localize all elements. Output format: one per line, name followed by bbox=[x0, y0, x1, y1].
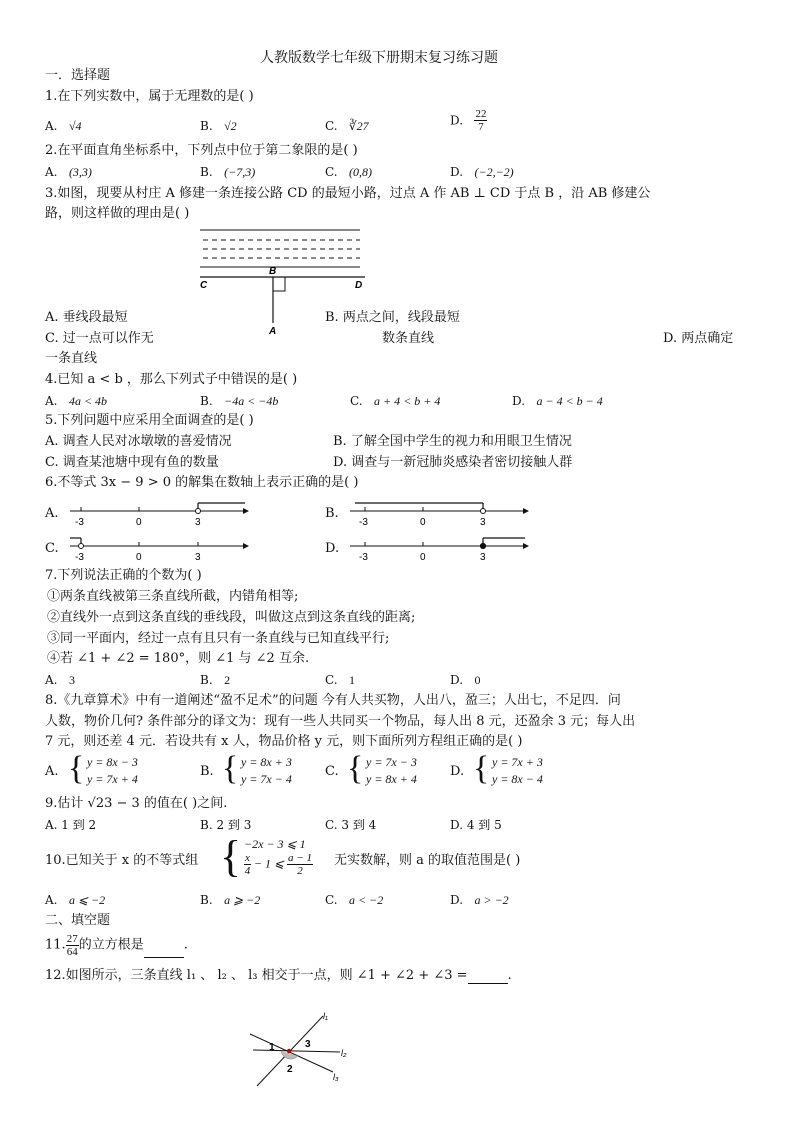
q4-option-d[interactable]: D. a − 4 < b − 4 bbox=[512, 394, 603, 408]
q2-option-a[interactable]: A. (3,3) bbox=[45, 165, 92, 179]
q12-answer-blank[interactable] bbox=[468, 971, 508, 984]
q3-stem-line1: 3.如图，现要从村庄 A 修建一条连接公路 CD 的最短小路，过点 A 作 AB ⊥ CD 于点 B ，沿 AB 修建公 bbox=[45, 186, 651, 201]
q3-label-d: D bbox=[355, 280, 363, 291]
q4-option-a[interactable]: A. 4a < 4b bbox=[45, 394, 108, 408]
q8-option-b-brace: { bbox=[222, 750, 239, 787]
q10-stem-pre: 10.已知关于 x 的不等式组 bbox=[45, 853, 199, 868]
q8-option-c-label[interactable]: C. bbox=[325, 764, 339, 779]
q9-option-c[interactable]: C. 3 到 4 bbox=[325, 818, 377, 832]
q10-option-c[interactable]: C. a < −2 bbox=[325, 893, 384, 907]
q3-option-d-cont: 一条直线 bbox=[45, 351, 98, 366]
q8-stem-line2: 人数，物价几何? 条件部分的译文为：现有一些人共同买一个物品，每人出 8 元，还盈余 3 元；每人出 bbox=[45, 714, 636, 729]
q7-statement-4: ④若 ∠1 + ∠2 = 180°，则 ∠1 与 ∠2 互余. bbox=[47, 651, 310, 666]
q6b-tick-neg3: -3 bbox=[359, 517, 368, 528]
q5-option-a[interactable]: A. 调查人民对冰墩墩的喜爱情况 bbox=[45, 434, 232, 449]
q3-label-a: A bbox=[269, 326, 277, 337]
q1-option-b[interactable]: B. √2 bbox=[200, 119, 237, 133]
q6-option-d-label[interactable]: D. bbox=[325, 541, 340, 556]
q9-option-b[interactable]: B. 2 到 3 bbox=[200, 818, 252, 832]
q7-statement-3: ③同一平面内，经过一点有且只有一条直线与已知直线平行; bbox=[47, 631, 390, 646]
q6-numberline-b[interactable] bbox=[345, 500, 530, 528]
q3-option-c[interactable]: C. 过一点可以作无 bbox=[45, 331, 154, 346]
q7-stem: 7.下列说法正确的个数为( ) bbox=[45, 568, 202, 583]
q4-option-c[interactable]: C. a + 4 < b + 4 bbox=[350, 394, 441, 408]
q1-option-d[interactable]: D. $\frac{22}{7}$ bbox=[450, 108, 487, 133]
q10-option-a[interactable]: A. a ⩽ −2 bbox=[45, 893, 106, 907]
q9-option-d[interactable]: D. 4 到 5 bbox=[450, 818, 502, 832]
q7-statement-2: ②直线外一点到这条直线的垂线段，叫做这点到这条直线的距离; bbox=[47, 610, 416, 625]
q2-stem: 2.在平面直角坐标系中，下列点中位于第二象限的是( ) bbox=[45, 143, 358, 158]
q1-option-c[interactable]: C. ∛27 bbox=[325, 119, 369, 133]
q3-option-c-cont: 数条直线 bbox=[382, 331, 435, 346]
q5-option-b[interactable]: B. 了解全国中学生的视力和用眼卫生情况 bbox=[333, 434, 572, 449]
q7-option-a[interactable]: A. 3 bbox=[45, 673, 75, 687]
q7-option-c[interactable]: C. 1 bbox=[325, 673, 356, 687]
q8-option-a-label[interactable]: A. bbox=[45, 764, 59, 779]
q3-option-d[interactable]: D. 两点确定 bbox=[663, 331, 734, 346]
q8-option-d-eq2: y = 8x − 4 bbox=[492, 772, 543, 786]
q8-stem-line1: 8.《九章算术》中有一道阐述“盈不足术”的问题 今有人共买物，人出八，盈三；人出七，不足四．问 bbox=[45, 693, 621, 708]
q8-option-d-eq1: y = 7x + 3 bbox=[492, 755, 543, 769]
q12-angle-1: 1 bbox=[269, 1042, 275, 1053]
q7-option-b[interactable]: B. 2 bbox=[200, 673, 231, 687]
q11-answer-blank[interactable] bbox=[144, 945, 184, 958]
q10-inequality-1: −2x − 3 ⩽ 1 bbox=[244, 837, 306, 851]
q2-option-c[interactable]: C. (0,8) bbox=[325, 165, 373, 179]
q6a-tick-3: 3 bbox=[195, 517, 201, 528]
q8-option-d-brace: { bbox=[473, 750, 490, 787]
q6-numberline-d[interactable] bbox=[345, 535, 530, 563]
q8-option-a-brace: { bbox=[68, 750, 85, 787]
q6a-tick-0: 0 bbox=[136, 517, 142, 528]
q6-option-c-label[interactable]: C. bbox=[45, 541, 59, 556]
q12-label-l2: l₂ bbox=[341, 1048, 347, 1058]
q9-stem: 9.估计 √23 − 3 的值在( )之间. bbox=[45, 796, 228, 811]
q12-angle-2: 2 bbox=[287, 1064, 293, 1075]
q2-option-d[interactable]: D. (−2,−2) bbox=[450, 165, 514, 179]
q8-option-b-eq2: y = 7x − 4 bbox=[241, 772, 292, 786]
q6b-tick-0: 0 bbox=[420, 517, 426, 528]
q6-numberline-c[interactable] bbox=[65, 535, 250, 563]
q12-stem: 12.如图所示，三条直线 l₁ 、 l₂ 、 l₃ 相交于一点，则 ∠1 + ∠2 + ∠3 = . bbox=[45, 968, 512, 983]
section-choice: 一．选择题 bbox=[45, 68, 111, 83]
q1-stem: 1.在下列实数中，属于无理数的是( ) bbox=[45, 89, 254, 104]
q6c-tick-0: 0 bbox=[136, 552, 142, 563]
q5-stem: 5.下列问题中应采用全面调查的是( ) bbox=[45, 413, 254, 428]
q8-option-a-eq2: y = 7x + 4 bbox=[87, 772, 138, 786]
q8-option-a-eq1: y = 8x − 3 bbox=[87, 755, 138, 769]
q3-stem-line2: 路，则这样做的理由是( ) bbox=[45, 206, 190, 221]
q6d-tick-neg3: -3 bbox=[359, 552, 368, 563]
q3-label-c: C bbox=[200, 280, 208, 291]
q6a-tick-neg3: -3 bbox=[75, 517, 84, 528]
q9-option-a[interactable]: A. 1 到 2 bbox=[45, 818, 97, 832]
q6b-tick-3: 3 bbox=[480, 517, 486, 528]
q8-option-b-label[interactable]: B. bbox=[200, 764, 214, 779]
q1-option-a[interactable]: A. √4 bbox=[45, 119, 82, 133]
q7-option-d[interactable]: D. 0 bbox=[450, 673, 481, 687]
q10-option-d[interactable]: D. a > −2 bbox=[450, 893, 509, 907]
q6d-tick-3: 3 bbox=[480, 552, 486, 563]
q6-option-a-label[interactable]: A. bbox=[45, 506, 59, 521]
q7-statement-1: ①两条直线被第三条直线所截，内错角相等; bbox=[47, 589, 299, 604]
q2-option-b[interactable]: B. (−7,3) bbox=[200, 165, 256, 179]
q6-option-b-label[interactable]: B. bbox=[325, 506, 339, 521]
q3-label-b: B bbox=[269, 266, 277, 277]
q8-stem-line3: 7 元，则还差 4 元．若设共有 x 人，物品价格 y 元，则下面所列方程组正确的是( ) bbox=[45, 734, 523, 749]
q10-inequality-2: $\frac{x}{4}$ − 1 ⩽ $\frac{a - 1}{2}$ bbox=[244, 852, 312, 877]
q3-option-b[interactable]: B. 两点之间，线段最短 bbox=[325, 310, 460, 325]
q11-stem: 11. $\frac{27}{64}$ 的立方根是 . bbox=[45, 933, 188, 958]
q5-option-c[interactable]: C. 调查某池塘中现有鱼的数量 bbox=[45, 455, 219, 470]
q10-system-brace: { bbox=[220, 832, 242, 881]
q12-label-l3: l₃ bbox=[333, 1072, 339, 1082]
q10-stem-post: 无实数解，则 a 的取值范围是( ) bbox=[334, 853, 521, 868]
section-fill-blank: 二、填空题 bbox=[45, 913, 111, 928]
q4-stem: 4.已知 a < b ，那么下列式子中错误的是( ) bbox=[45, 372, 298, 387]
q12-angle-3: 3 bbox=[305, 1039, 311, 1050]
q8-option-d-label[interactable]: D. bbox=[450, 764, 465, 779]
q6d-tick-0: 0 bbox=[420, 552, 426, 563]
q12-label-l1: l₁ bbox=[323, 1011, 328, 1021]
q10-option-b[interactable]: B. a ⩾ −2 bbox=[200, 893, 261, 907]
q6-stem: 6.不等式 3x − 9 > 0 的解集在数轴上表示正确的是( ) bbox=[45, 475, 359, 490]
q3-option-a[interactable]: A. 垂线段最短 bbox=[45, 310, 128, 325]
q12-line-l2 bbox=[253, 1050, 340, 1052]
q12-intersection-point bbox=[287, 1049, 291, 1053]
q5-option-d[interactable]: D. 调查与一新冠肺炎感染者密切接触人群 bbox=[333, 455, 573, 470]
q8-option-b-eq1: y = 8x + 3 bbox=[241, 755, 292, 769]
q6c-tick-3: 3 bbox=[195, 552, 201, 563]
page-title: 人教版数学七年级下册期末复习练习题 bbox=[260, 50, 498, 66]
q6c-tick-neg3: -3 bbox=[75, 552, 84, 563]
q12-figure bbox=[245, 1010, 365, 1090]
q8-option-c-eq2: y = 8x + 4 bbox=[366, 772, 417, 786]
q6-numberline-a[interactable] bbox=[65, 500, 250, 528]
q8-option-c-brace: { bbox=[347, 750, 364, 787]
q4-option-b[interactable]: B. −4a < −4b bbox=[200, 394, 279, 408]
q3-right-angle-mark bbox=[273, 277, 285, 291]
q8-option-c-eq1: y = 7x − 3 bbox=[366, 755, 417, 769]
